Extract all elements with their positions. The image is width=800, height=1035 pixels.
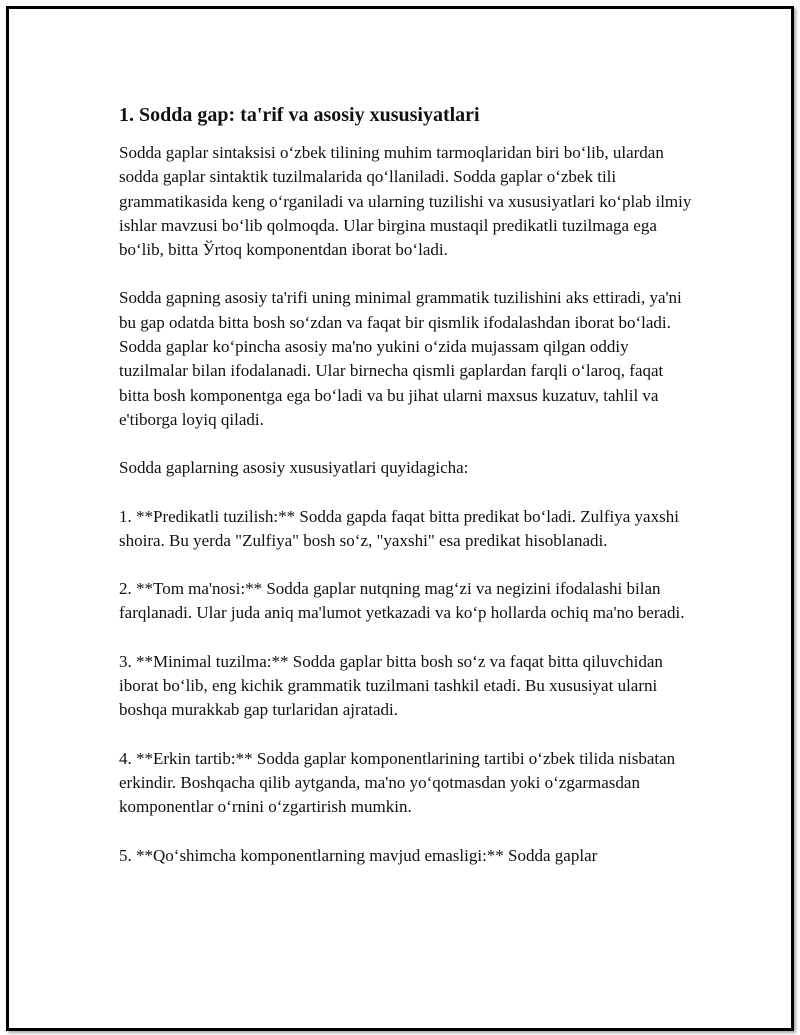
page-frame: [6, 6, 794, 1031]
paragraph-intro: Sodda gaplar sintaksisi oʻzbek tilining muhim tarmoqlaridan biri boʻlib, ulardan sodda gaplar sintaktik tuzilmalarida qoʻllaniladi. Sodda gaplar oʻzbek tili grammatikasida keng oʻrganiladi va ularning tuzilishi va xususiyatlari koʻplab ilmiy ishlar mavzusi boʻlib qolmoqda. Ular birgina mustaqil predikatli tuzilmaga ega boʻlib, bitta Ўrtoq komponentdan iborat boʻladi.: [119, 143, 692, 260]
list-item-2: 2. **Tom ma'nosi:** Sodda gaplar nutqning magʻzi va negizini ifodalashi bilan farqlanadi. Ular juda aniq ma'lumot yetkazadi va koʻp hollarda ochiq ma'no beradi.: [119, 579, 685, 623]
list-item-5: 5. **Qoʻshimcha komponentlarning mavjud emasligi:** Sodda gaplar: [119, 845, 598, 865]
list-item-4: 4. **Erkin tartib:** Sodda gaplar komponentlarining tartibi oʻzbek tilida nisbatan erkindir. Boshqacha qilib aytganda, ma'no yoʻqotmasdan yoki oʻzgarmasdan komponentlar oʻrnini oʻzgartirish mumkin.: [119, 748, 676, 817]
document-body: [119, 103, 694, 892]
section-heading: 1. Sodda gap: ta'rif va asosiy xususiyatlari: [119, 104, 480, 126]
paragraph-definition: Sodda gapning asosiy ta'rifi uning minimal grammatik tuzilishini aks ettiradi, ya'ni bu gap odatda bitta bosh soʻzdan va faqat bir qismlik ifodalashdan iborat boʻladi. Sodda gaplar koʻpincha asosiy ma'no yukini oʻzida mujassam qilgan oddiy tuzilmalar bilan ifodalanadi. Ular birnecha qismli gaplardan farqli oʻlaroq, faqat bitta bosh komponentga ega boʻladi va bu jihat ularni maxsus kuzatuv, tahlil va e'tiborga loyiq qiladi.: [119, 288, 682, 429]
list-item-3: 3. **Minimal tuzilma:** Sodda gaplar bitta bosh soʻz va faqat bitta qiluvchidan iborat boʻlib, eng kichik grammatik tuzilmani tashkil etadi. Bu xususiyat ularni boshqa murakkab gap turlaridan ajratadi.: [119, 651, 663, 720]
paragraph-features-lead: Sodda gaplarning asosiy xususiyatlari quyidagicha:: [119, 458, 469, 478]
list-item-1: 1. **Predikatli tuzilish:** Sodda gapda faqat bitta predikat boʻladi. Zulfiya yaxshi shoira. Bu yerda "Zulfiya" bosh soʻz, "yaxshi" esa predikat hisoblanadi.: [119, 506, 679, 550]
